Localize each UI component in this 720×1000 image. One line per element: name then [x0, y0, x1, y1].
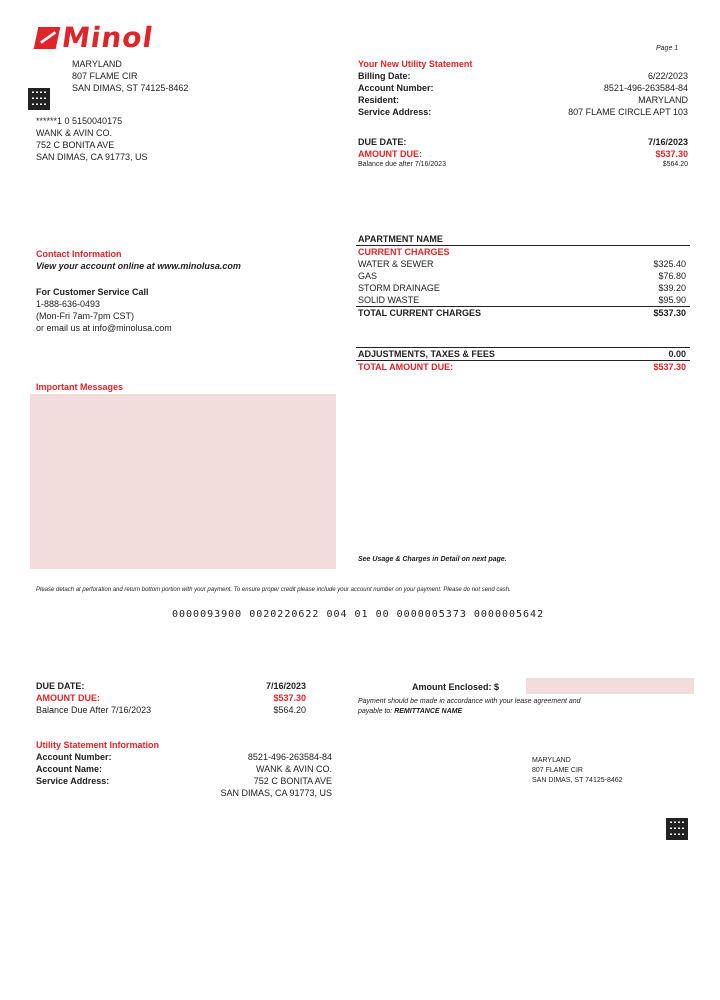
important-messages-heading: Important Messages: [36, 382, 124, 392]
charge-row: STORM DRAINAGE $39.20: [358, 283, 686, 293]
minol-logo: [36, 21, 156, 54]
recipient-line: 752 C BONITA AVE: [36, 140, 115, 150]
amount-due-row: AMOUNT DUE: $537.30: [358, 149, 688, 159]
sender-line: 807 FLAME CIR: [72, 71, 138, 81]
info-row: Account Name: WANK & AVIN CO.: [36, 764, 332, 774]
recipient-line: WANK & AVIN CO.: [36, 128, 113, 138]
contact-online-link[interactable]: View your account online at www.minolusa.com: [36, 261, 241, 271]
recipient-address: [36, 115, 148, 163]
recipient-code: ******1 0 5150040175: [36, 116, 123, 126]
page-number: Page 1: [656, 45, 679, 52]
contact-heading: Contact Information: [36, 249, 122, 259]
perforation-note: Please detach at perforation and return bottom portion with your payment. To ensure proper credit please include your account number on your payment. Please do not send cash.: [36, 587, 511, 593]
sender-line: SAN DIMAS, ST 74125-8462: [72, 83, 189, 93]
statement-row: Service Address: 807 FLAME CIRCLE APT 103: [358, 107, 688, 117]
service-email[interactable]: or email us at info@minolusa.com: [36, 323, 172, 333]
current-charges-label: CURRENT CHARGES: [358, 247, 450, 257]
contact-info: [36, 248, 336, 334]
recipient-line: SAN DIMAS, CA 91773, US: [36, 152, 148, 162]
remit-balance-row: Balance Due After 7/16/2023 $564.20: [36, 705, 306, 715]
payment-barcode-line: 0000093900 0020220622 004 01 00 0000005373 0000005642: [172, 609, 545, 620]
info-row: Account Number: 8521-496-263584-84: [36, 752, 332, 762]
mail-to-address: MARYLAND 807 FLAME CIR SAN DIMAS, ST 74125-8462: [532, 757, 623, 784]
logo-text: Minol: [59, 21, 156, 54]
adjustments-row: ADJUSTMENTS, TAXES & FEES 0.00: [358, 349, 686, 359]
service-phone: 1-888-636-0493: [36, 299, 101, 309]
utility-statement-info: [36, 739, 332, 799]
info-row: Service Address: 752 C BONITA AVE: [36, 776, 332, 786]
total-due-row: TOTAL AMOUNT DUE: $537.30: [358, 362, 686, 372]
sender-address: [72, 58, 188, 94]
sender-line: MARYLAND: [72, 59, 122, 69]
remit-due-block: [36, 680, 306, 716]
logo-mark-icon: [34, 27, 61, 49]
statement-row: Account Number: 8521-496-263584-84: [358, 83, 688, 93]
charge-row: SOLID WASTE $95.90: [358, 295, 686, 305]
balance-after-row: Balance due after 7/16/2023 $564.20: [358, 161, 688, 168]
charge-row: WATER & SEWER $325.40: [358, 259, 686, 269]
remit-due-date-row: DUE DATE: 7/16/2023: [36, 681, 306, 691]
amount-enclosed-label: Amount Enclosed: $: [412, 682, 500, 692]
due-date-row: DUE DATE: 7/16/2023: [358, 137, 688, 147]
important-messages-box: [30, 394, 336, 569]
charge-row: GAS $76.80: [358, 271, 686, 281]
statement-row: Billing Date: 6/22/2023: [358, 71, 688, 81]
see-usage-note: See Usage & Charges in Detail on next page.: [358, 556, 507, 563]
service-hours: (Mon-Fri 7am-7pm CST): [36, 311, 135, 321]
info-address-line2: SAN DIMAS, CA 91773, US: [220, 788, 332, 798]
apartment-label: APARTMENT NAME: [358, 234, 443, 244]
statement-heading: Your New Utility Statement: [358, 59, 473, 69]
remit-amount-due-row: AMOUNT DUE: $537.30: [36, 693, 306, 703]
utility-info-heading: Utility Statement Information: [36, 740, 160, 750]
statement-row: Resident: MARYLAND: [358, 95, 688, 105]
amount-enclosed-field[interactable]: [526, 678, 694, 694]
charges-table: [356, 233, 690, 373]
qr-code-icon: [28, 88, 50, 110]
total-current-row: TOTAL CURRENT CHARGES $537.30: [358, 308, 686, 318]
payment-note: Payment should be made in accordance with your lease agreement and payable to: REMITTANCE NAME: [358, 698, 581, 715]
service-heading: For Customer Service Call: [36, 287, 149, 297]
remit-qr-code-icon: [666, 818, 688, 840]
statement-summary: [358, 58, 688, 170]
